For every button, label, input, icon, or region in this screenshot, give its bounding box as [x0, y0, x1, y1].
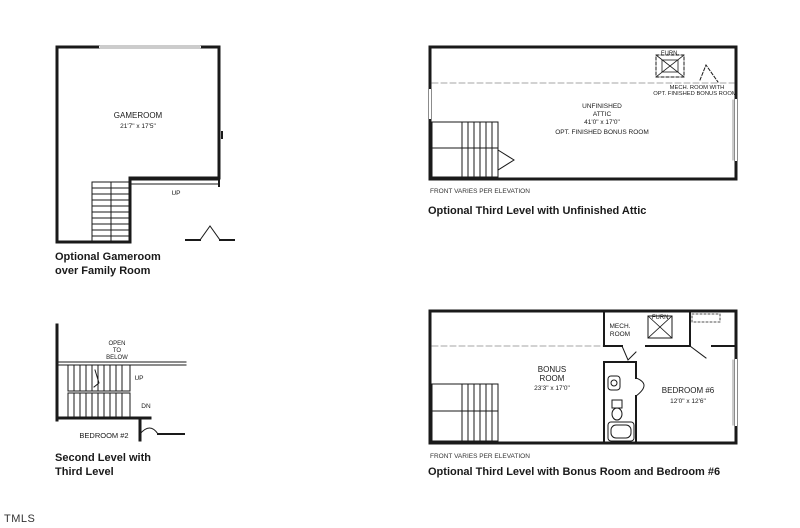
second-level-caption — [55, 451, 151, 479]
bonus-mech-line1: MECH. — [609, 323, 631, 330]
second-level-stairs — [68, 365, 130, 417]
gameroom-caption — [55, 250, 161, 278]
gameroom-dims: 21'7" x 17'5" — [120, 123, 156, 130]
gameroom-caption-line1: Optional Gameroom — [55, 251, 161, 263]
attic-room-line2: ATTIC — [592, 111, 612, 118]
attic-caption: Optional Third Level with Unfinished Attic — [428, 205, 647, 217]
bedroom-2-label: BEDROOM #2 — [79, 431, 129, 440]
attic-room-line4: OPT. FINISHED BONUS ROOM — [555, 129, 649, 136]
second-level-dn-label: DN — [141, 403, 151, 410]
gameroom-plan — [57, 46, 234, 242]
bonus-furn-label: FURN. — [651, 315, 671, 321]
attic-stairs — [432, 122, 514, 177]
open-to-below-line2: TO — [112, 348, 122, 354]
attic-mech-line1: MECH. ROOM WITH — [669, 85, 725, 91]
bathroom-fixtures — [608, 376, 634, 441]
attic-plan — [430, 47, 736, 179]
gameroom-door — [186, 226, 234, 240]
gameroom-caption-line2: over Family Room — [55, 265, 151, 277]
bonus-room-line2: ROOM — [539, 374, 565, 383]
bonus-room-line1: BONUS — [537, 365, 567, 374]
mls-watermark: TMLS — [4, 513, 36, 525]
second-level-up-label: UP — [134, 375, 144, 382]
bonus-caption: Optional Third Level with Bonus Room and Bedroom #6 — [428, 466, 721, 478]
bedroom-6-dims: 12'0" x 12'6" — [670, 398, 706, 405]
bonus-plan — [430, 311, 736, 443]
attic-room-dims: 41'0" x 17'0" — [584, 119, 620, 126]
attic-mech-line2: OPT. FINISHED BONUS ROOM — [653, 91, 737, 97]
open-to-below-line1: OPEN — [108, 341, 126, 347]
second-level-caption-line2: Third Level — [55, 466, 114, 478]
bonus-room-dims: 23'3" x 17'0" — [534, 385, 570, 392]
gameroom-up-label: UP — [171, 190, 181, 197]
attic-furn-label: FURN. — [660, 51, 680, 57]
bedroom-6-label: BEDROOM #6 — [661, 386, 715, 395]
bonus-front-note: FRONT VARIES PER ELEVATION — [430, 453, 530, 460]
bonus-mech-line2: ROOM — [609, 331, 631, 338]
gameroom-name: GAMEROOM — [113, 111, 163, 120]
attic-room-line1: UNFINISHED — [582, 103, 622, 110]
open-to-below-line3: BELOW — [106, 355, 128, 361]
second-level-caption-line1: Second Level with — [55, 452, 151, 464]
attic-front-note: FRONT VARIES PER ELEVATION — [430, 188, 530, 195]
gameroom-stairs — [92, 182, 130, 242]
bonus-stairs — [432, 384, 498, 441]
